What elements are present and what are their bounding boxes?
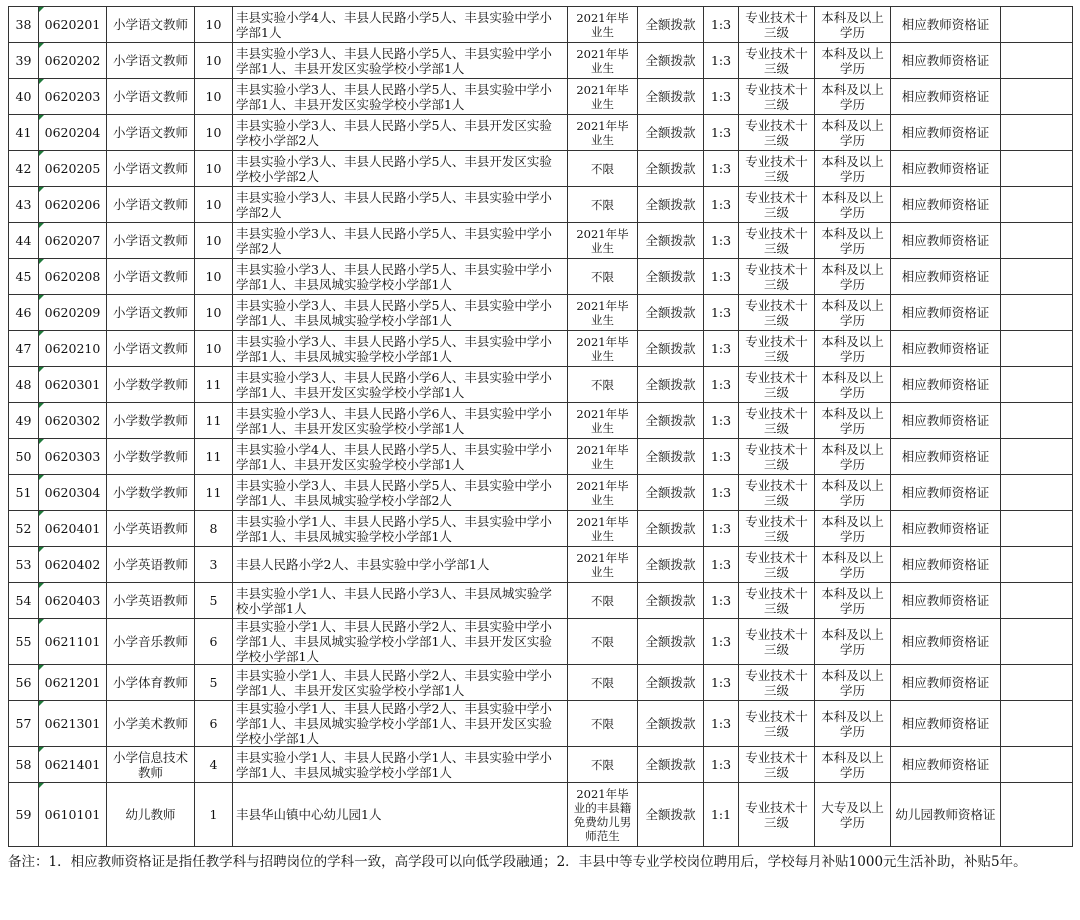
certificate-requirement: 相应教师资格证 [891,583,1001,619]
table-row [9,701,1073,747]
applicant-requirement: 不限 [568,619,638,665]
row-number: 49 [9,403,39,439]
hire-count: 10 [195,79,233,115]
funding-type: 全额拨款 [638,665,704,701]
position-level: 专业技术十三级 [739,187,815,223]
post-code: 0620202 [39,43,107,79]
funding-type: 全额拨款 [638,295,704,331]
education-requirement: 本科及以上学历 [815,7,891,43]
remarks-cell [1001,367,1073,403]
post-name: 小学语文教师 [107,223,195,259]
post-name: 小学英语教师 [107,511,195,547]
post-code: 0621101 [39,619,107,665]
post-name: 小学数学教师 [107,475,195,511]
position-level: 专业技术十三级 [739,475,815,511]
recruitment-table [8,6,1073,847]
certificate-requirement: 相应教师资格证 [891,43,1001,79]
exam-ratio: 1:1 [704,783,739,847]
remarks-cell [1001,115,1073,151]
applicant-requirement: 2021年毕业的丰县籍免费幼儿男师范生 [568,783,638,847]
table-row [9,295,1073,331]
remarks-cell [1001,79,1073,115]
applicant-requirement: 2021年毕业生 [568,331,638,367]
position-level: 专业技术十三级 [739,7,815,43]
applicant-requirement: 不限 [568,151,638,187]
footnote: 备注：1．相应教师资格证是指任教学科与招聘岗位的学科一致，高学段可以向低学段融通；2．丰县中等专业学校岗位聘用后，学校每月补贴1000元生活补助，补贴5年。 [8,854,1027,870]
post-code: 0620207 [39,223,107,259]
remarks-cell [1001,747,1073,783]
education-requirement: 本科及以上学历 [815,259,891,295]
hire-count: 10 [195,259,233,295]
school-allocation: 丰县实验小学3人、丰县人民路小学5人、丰县实验中学小学部1人、丰县凤城实验学校小学部2人 [233,475,568,511]
table-row [9,331,1073,367]
exam-ratio: 1:3 [704,43,739,79]
education-requirement: 大专及以上学历 [815,783,891,847]
row-number: 42 [9,151,39,187]
exam-ratio: 1:3 [704,475,739,511]
exam-ratio: 1:3 [704,583,739,619]
applicant-requirement: 2021年毕业生 [568,223,638,259]
funding-type: 全额拨款 [638,7,704,43]
school-allocation: 丰县实验小学3人、丰县人民路小学5人、丰县实验中学小学部1人、丰县凤城实验学校小学部1人 [233,259,568,295]
education-requirement: 本科及以上学历 [815,439,891,475]
position-level: 专业技术十三级 [739,259,815,295]
education-requirement: 本科及以上学历 [815,43,891,79]
post-code: 0620403 [39,583,107,619]
hire-count: 8 [195,511,233,547]
hire-count: 10 [195,7,233,43]
certificate-requirement: 相应教师资格证 [891,403,1001,439]
certificate-requirement: 相应教师资格证 [891,511,1001,547]
table-row [9,475,1073,511]
funding-type: 全额拨款 [638,475,704,511]
row-number: 53 [9,547,39,583]
applicant-requirement: 不限 [568,701,638,747]
position-level: 专业技术十三级 [739,331,815,367]
remarks-cell [1001,619,1073,665]
post-code: 0620204 [39,115,107,151]
hire-count: 10 [195,151,233,187]
exam-ratio: 1:3 [704,79,739,115]
education-requirement: 本科及以上学历 [815,511,891,547]
row-number: 41 [9,115,39,151]
table-row [9,43,1073,79]
hire-count: 5 [195,583,233,619]
exam-ratio: 1:3 [704,295,739,331]
certificate-requirement: 相应教师资格证 [891,619,1001,665]
funding-type: 全额拨款 [638,783,704,847]
exam-ratio: 1:3 [704,747,739,783]
applicant-requirement: 2021年毕业生 [568,43,638,79]
row-number: 56 [9,665,39,701]
education-requirement: 本科及以上学历 [815,115,891,151]
certificate-requirement: 相应教师资格证 [891,151,1001,187]
certificate-requirement: 相应教师资格证 [891,331,1001,367]
post-name: 小学语文教师 [107,187,195,223]
row-number: 44 [9,223,39,259]
position-level: 专业技术十三级 [739,79,815,115]
education-requirement: 本科及以上学历 [815,583,891,619]
hire-count: 11 [195,367,233,403]
post-code: 0620201 [39,7,107,43]
funding-type: 全额拨款 [638,701,704,747]
remarks-cell [1001,665,1073,701]
remarks-cell [1001,331,1073,367]
applicant-requirement: 2021年毕业生 [568,79,638,115]
education-requirement: 本科及以上学历 [815,619,891,665]
post-code: 0610101 [39,783,107,847]
school-allocation: 丰县实验小学3人、丰县人民路小学5人、丰县实验中学小学部1人、丰县凤城实验学校小学部1人 [233,331,568,367]
post-name: 小学语文教师 [107,295,195,331]
row-number: 50 [9,439,39,475]
remarks-cell [1001,783,1073,847]
position-level: 专业技术十三级 [739,665,815,701]
table-row [9,665,1073,701]
certificate-requirement: 相应教师资格证 [891,259,1001,295]
post-code: 0620208 [39,259,107,295]
applicant-requirement: 2021年毕业生 [568,511,638,547]
hire-count: 10 [195,187,233,223]
school-allocation: 丰县实验小学1人、丰县人民路小学2人、丰县实验中学小学部1人、丰县凤城实验学校小学部1人、丰县开发区实验学校小学部1人 [233,619,568,665]
post-code: 0620304 [39,475,107,511]
school-allocation: 丰县实验小学1人、丰县人民路小学2人、丰县实验中学小学部1人、丰县凤城实验学校小学部1人、丰县开发区实验学校小学部1人 [233,701,568,747]
position-level: 专业技术十三级 [739,511,815,547]
post-code: 0620206 [39,187,107,223]
funding-type: 全额拨款 [638,619,704,665]
row-number: 47 [9,331,39,367]
school-allocation: 丰县实验小学3人、丰县人民路小学5人、丰县实验中学小学部1人、丰县凤城实验学校小学部1人 [233,295,568,331]
school-allocation: 丰县实验小学1人、丰县人民路小学3人、丰县凤城实验学校小学部1人 [233,583,568,619]
table-row [9,511,1073,547]
school-allocation: 丰县人民路小学2人、丰县实验中学小学部1人 [233,547,568,583]
position-level: 专业技术十三级 [739,115,815,151]
post-name: 小学语文教师 [107,151,195,187]
post-name: 小学语文教师 [107,7,195,43]
remarks-cell [1001,187,1073,223]
post-name: 小学语文教师 [107,115,195,151]
hire-count: 5 [195,665,233,701]
post-name: 幼儿教师 [107,783,195,847]
hire-count: 11 [195,439,233,475]
table-row [9,403,1073,439]
applicant-requirement: 不限 [568,187,638,223]
hire-count: 10 [195,43,233,79]
hire-count: 4 [195,747,233,783]
funding-type: 全额拨款 [638,439,704,475]
exam-ratio: 1:3 [704,665,739,701]
position-level: 专业技术十三级 [739,43,815,79]
funding-type: 全额拨款 [638,547,704,583]
school-allocation: 丰县实验小学3人、丰县人民路小学6人、丰县实验中学小学部1人、丰县开发区实验学校小学部1人 [233,367,568,403]
remarks-cell [1001,7,1073,43]
post-name: 小学信息技术教师 [107,747,195,783]
hire-count: 11 [195,403,233,439]
education-requirement: 本科及以上学历 [815,187,891,223]
row-number: 58 [9,747,39,783]
table-row [9,187,1073,223]
certificate-requirement: 相应教师资格证 [891,79,1001,115]
education-requirement: 本科及以上学历 [815,295,891,331]
table-row [9,259,1073,295]
row-number: 59 [9,783,39,847]
remarks-cell [1001,701,1073,747]
remarks-cell [1001,403,1073,439]
funding-type: 全额拨款 [638,583,704,619]
row-number: 55 [9,619,39,665]
hire-count: 10 [195,295,233,331]
exam-ratio: 1:3 [704,115,739,151]
post-code: 0620401 [39,511,107,547]
exam-ratio: 1:3 [704,7,739,43]
certificate-requirement: 相应教师资格证 [891,701,1001,747]
post-code: 0620210 [39,331,107,367]
table-row [9,7,1073,43]
post-name: 小学英语教师 [107,547,195,583]
row-number: 51 [9,475,39,511]
exam-ratio: 1:3 [704,367,739,403]
funding-type: 全额拨款 [638,223,704,259]
post-code: 0620203 [39,79,107,115]
row-number: 54 [9,583,39,619]
row-number: 38 [9,7,39,43]
education-requirement: 本科及以上学历 [815,223,891,259]
certificate-requirement: 相应教师资格证 [891,747,1001,783]
applicant-requirement: 2021年毕业生 [568,475,638,511]
hire-count: 6 [195,619,233,665]
school-allocation: 丰县实验小学3人、丰县人民路小学5人、丰县实验中学小学部2人 [233,223,568,259]
education-requirement: 本科及以上学历 [815,475,891,511]
post-name: 小学音乐教师 [107,619,195,665]
post-code: 0620209 [39,295,107,331]
position-level: 专业技术十三级 [739,747,815,783]
post-code: 0621201 [39,665,107,701]
table-row [9,747,1073,783]
post-name: 小学美术教师 [107,701,195,747]
remarks-cell [1001,151,1073,187]
education-requirement: 本科及以上学历 [815,331,891,367]
position-level: 专业技术十三级 [739,151,815,187]
table-row [9,583,1073,619]
school-allocation: 丰县实验小学3人、丰县人民路小学5人、丰县实验中学小学部1人、丰县开发区实验学校小学部1人 [233,43,568,79]
position-level: 专业技术十三级 [739,439,815,475]
table-row [9,439,1073,475]
certificate-requirement: 相应教师资格证 [891,665,1001,701]
position-level: 专业技术十三级 [739,701,815,747]
row-number: 39 [9,43,39,79]
funding-type: 全额拨款 [638,331,704,367]
applicant-requirement: 不限 [568,259,638,295]
school-allocation: 丰县实验小学1人、丰县人民路小学1人、丰县实验中学小学部1人、丰县凤城实验学校小学部1人 [233,747,568,783]
remarks-cell [1001,43,1073,79]
applicant-requirement: 不限 [568,747,638,783]
exam-ratio: 1:3 [704,259,739,295]
post-name: 小学体育教师 [107,665,195,701]
post-code: 0620205 [39,151,107,187]
table-row [9,783,1073,847]
funding-type: 全额拨款 [638,43,704,79]
school-allocation: 丰县实验小学1人、丰县人民路小学2人、丰县实验中学小学部1人、丰县开发区实验学校小学部1人 [233,665,568,701]
row-number: 48 [9,367,39,403]
row-number: 45 [9,259,39,295]
exam-ratio: 1:3 [704,547,739,583]
applicant-requirement: 2021年毕业生 [568,115,638,151]
position-level: 专业技术十三级 [739,223,815,259]
applicant-requirement: 2021年毕业生 [568,439,638,475]
table-row [9,547,1073,583]
position-level: 专业技术十三级 [739,367,815,403]
hire-count: 1 [195,783,233,847]
position-level: 专业技术十三级 [739,295,815,331]
applicant-requirement: 2021年毕业生 [568,547,638,583]
table-row [9,79,1073,115]
row-number: 40 [9,79,39,115]
position-level: 专业技术十三级 [739,403,815,439]
school-allocation: 丰县实验小学4人、丰县人民路小学5人、丰县实验中学小学部1人、丰县开发区实验学校小学部1人 [233,439,568,475]
funding-type: 全额拨款 [638,115,704,151]
applicant-requirement: 不限 [568,367,638,403]
position-level: 专业技术十三级 [739,547,815,583]
remarks-cell [1001,475,1073,511]
applicant-requirement: 2021年毕业生 [568,7,638,43]
post-code: 0621401 [39,747,107,783]
remarks-cell [1001,583,1073,619]
funding-type: 全额拨款 [638,367,704,403]
certificate-requirement: 幼儿园教师资格证 [891,783,1001,847]
table-row [9,367,1073,403]
hire-count: 11 [195,475,233,511]
school-allocation: 丰县实验小学3人、丰县人民路小学6人、丰县实验中学小学部1人、丰县开发区实验学校小学部1人 [233,403,568,439]
remarks-cell [1001,511,1073,547]
funding-type: 全额拨款 [638,259,704,295]
post-name: 小学语文教师 [107,43,195,79]
post-code: 0620402 [39,547,107,583]
row-number: 52 [9,511,39,547]
exam-ratio: 1:3 [704,223,739,259]
funding-type: 全额拨款 [638,747,704,783]
hire-count: 10 [195,115,233,151]
remarks-cell [1001,223,1073,259]
education-requirement: 本科及以上学历 [815,747,891,783]
certificate-requirement: 相应教师资格证 [891,367,1001,403]
funding-type: 全额拨款 [638,79,704,115]
position-level: 专业技术十三级 [739,783,815,847]
row-number: 57 [9,701,39,747]
post-code: 0620301 [39,367,107,403]
funding-type: 全额拨款 [638,151,704,187]
remarks-cell [1001,295,1073,331]
education-requirement: 本科及以上学历 [815,665,891,701]
education-requirement: 本科及以上学历 [815,547,891,583]
education-requirement: 本科及以上学历 [815,701,891,747]
post-code: 0621301 [39,701,107,747]
certificate-requirement: 相应教师资格证 [891,295,1001,331]
education-requirement: 本科及以上学历 [815,151,891,187]
certificate-requirement: 相应教师资格证 [891,547,1001,583]
education-requirement: 本科及以上学历 [815,367,891,403]
table-row [9,151,1073,187]
applicant-requirement: 不限 [568,583,638,619]
remarks-cell [1001,259,1073,295]
table-row [9,619,1073,665]
certificate-requirement: 相应教师资格证 [891,187,1001,223]
school-allocation: 丰县实验小学3人、丰县人民路小学5人、丰县开发区实验学校小学部2人 [233,151,568,187]
funding-type: 全额拨款 [638,187,704,223]
table-row [9,223,1073,259]
exam-ratio: 1:3 [704,151,739,187]
post-name: 小学语文教师 [107,331,195,367]
school-allocation: 丰县实验小学1人、丰县人民路小学5人、丰县实验中学小学部1人、丰县凤城实验学校小学部1人 [233,511,568,547]
education-requirement: 本科及以上学历 [815,79,891,115]
post-name: 小学英语教师 [107,583,195,619]
position-level: 专业技术十三级 [739,583,815,619]
post-name: 小学语文教师 [107,79,195,115]
school-allocation: 丰县实验小学4人、丰县人民路小学5人、丰县实验中学小学部1人 [233,7,568,43]
funding-type: 全额拨款 [638,511,704,547]
funding-type: 全额拨款 [638,403,704,439]
exam-ratio: 1:3 [704,619,739,665]
applicant-requirement: 不限 [568,665,638,701]
post-name: 小学数学教师 [107,367,195,403]
post-code: 0620302 [39,403,107,439]
remarks-cell [1001,439,1073,475]
post-name: 小学数学教师 [107,439,195,475]
row-number: 43 [9,187,39,223]
post-code: 0620303 [39,439,107,475]
hire-count: 10 [195,331,233,367]
exam-ratio: 1:3 [704,701,739,747]
hire-count: 3 [195,547,233,583]
certificate-requirement: 相应教师资格证 [891,223,1001,259]
recruitment-table-sheet [8,6,1072,847]
exam-ratio: 1:3 [704,511,739,547]
certificate-requirement: 相应教师资格证 [891,7,1001,43]
certificate-requirement: 相应教师资格证 [891,475,1001,511]
exam-ratio: 1:3 [704,439,739,475]
applicant-requirement: 2021年毕业生 [568,403,638,439]
post-name: 小学语文教师 [107,259,195,295]
post-name: 小学数学教师 [107,403,195,439]
remarks-cell [1001,547,1073,583]
certificate-requirement: 相应教师资格证 [891,439,1001,475]
education-requirement: 本科及以上学历 [815,403,891,439]
applicant-requirement: 2021年毕业生 [568,295,638,331]
table-row [9,115,1073,151]
hire-count: 10 [195,223,233,259]
row-number: 46 [9,295,39,331]
hire-count: 6 [195,701,233,747]
school-allocation: 丰县实验小学3人、丰县人民路小学5人、丰县实验中学小学部2人 [233,187,568,223]
school-allocation: 丰县实验小学3人、丰县人民路小学5人、丰县开发区实验学校小学部2人 [233,115,568,151]
exam-ratio: 1:3 [704,331,739,367]
position-level: 专业技术十三级 [739,619,815,665]
school-allocation: 丰县华山镇中心幼儿园1人 [233,783,568,847]
exam-ratio: 1:3 [704,403,739,439]
certificate-requirement: 相应教师资格证 [891,115,1001,151]
table-body [9,7,1073,847]
school-allocation: 丰县实验小学3人、丰县人民路小学5人、丰县实验中学小学部1人、丰县开发区实验学校小学部1人 [233,79,568,115]
exam-ratio: 1:3 [704,187,739,223]
